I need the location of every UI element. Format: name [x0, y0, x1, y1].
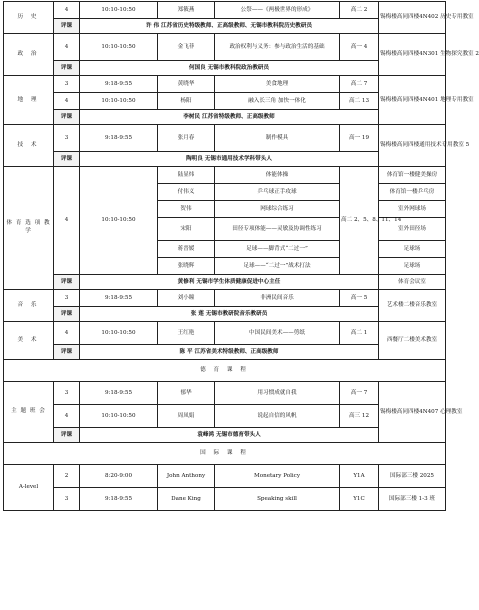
history-row — [4, 2, 446, 19]
international-section-row — [4, 443, 446, 465]
time-cell: 10:10-10:50 — [80, 34, 158, 61]
room-cell: 锡梅楼高同四楼4N402 历史专用教室 — [379, 2, 446, 34]
teacher-cell: 宋阳 — [158, 218, 215, 241]
geography-row — [4, 76, 446, 93]
time-cell: 10:10-10:50 — [80, 405, 158, 428]
class-cell: 高一 7 — [340, 382, 379, 405]
evaluator-cell: 何国良 无锡市教科院政治教研员 — [80, 61, 379, 76]
topic-cell: 足球——脚背式“二过一” — [215, 241, 340, 258]
topic-cell: 足球——“二过一”战术打法 — [215, 258, 340, 275]
art-row — [4, 322, 446, 345]
topic-cell: 政治权利与义务：参与政治生活的基础 — [215, 34, 340, 61]
music-row — [4, 290, 446, 307]
teacher-cell: 杨阳 — [158, 93, 215, 110]
topic-cell: Speaking skill — [215, 488, 340, 511]
teacher-cell: Dane King — [158, 488, 215, 511]
evaluator-cell: 袁峰鸿 无锡市德育带头人 — [80, 428, 379, 443]
room-cell: 国际部三楼 1-3 班 — [379, 488, 446, 511]
eval-label: 评课 — [54, 110, 80, 125]
homeroom-row — [4, 382, 446, 405]
teacher-cell: 张晓辉 — [158, 258, 215, 275]
grade-cell: 4 — [54, 405, 80, 428]
teacher-cell: 陆显炜 — [158, 167, 215, 184]
subject-label: A-level — [4, 465, 54, 511]
room-cell: 体育馆一楼乒乓房 — [379, 184, 446, 201]
class-cell: Y1A — [340, 465, 379, 488]
teacher-cell: 金飞菲 — [158, 34, 215, 61]
eval-label: 评课 — [54, 345, 80, 360]
room-cell: 体育馆一楼健美操房 — [379, 167, 446, 184]
subject-label: 音 乐 — [4, 290, 54, 322]
room-cell: 室外网球场 — [379, 201, 446, 218]
room-cell: 艺术楼二楼音乐教室 — [379, 290, 446, 322]
eval-label: 评课 — [54, 152, 80, 167]
evaluator-cell: 黄修利 无锡市学生体质健康促进中心主任 — [80, 275, 379, 290]
eval-label: 评课 — [54, 275, 80, 290]
class-cell: 高一 4 — [340, 34, 379, 61]
teacher-cell: 张月春 — [158, 125, 215, 152]
grade-cell: 2 — [54, 465, 80, 488]
room-cell: 锡梅楼高同四楼4N401 地理专用教室 — [379, 76, 446, 125]
teacher-cell: 黄晓华 — [158, 76, 215, 93]
subject-label: 政 治 — [4, 34, 54, 76]
topic-cell: 体能体操 — [215, 167, 340, 184]
class-cell: 高二 2 — [340, 2, 379, 19]
topic-cell: 网球综合练习 — [215, 201, 340, 218]
evaluator-cell: 张 莲 无锡市教研院音乐教研员 — [80, 307, 379, 322]
moral-section-row — [4, 360, 446, 382]
class-cell: 高一 19 — [340, 125, 379, 152]
grade-cell: 3 — [54, 76, 80, 93]
alevel-row — [4, 488, 446, 511]
teacher-cell: 王红艳 — [158, 322, 215, 345]
time-cell: 10:10-10:50 — [80, 167, 158, 275]
teacher-cell: 郁华 — [158, 382, 215, 405]
room-cell: 锡梅楼高同四楼4N301 生物探究教室 2 — [379, 34, 446, 76]
section-title: 德 育 课 程 — [4, 360, 446, 382]
time-cell: 10:10-10:50 — [80, 93, 158, 110]
class-cell: 高二 2、5、8、11、14 — [340, 167, 379, 275]
alevel-row — [4, 465, 446, 488]
time-cell: 8:20-9:00 — [80, 465, 158, 488]
room-cell: 国际部三楼 2025 — [379, 465, 446, 488]
subject-label: 地 理 — [4, 76, 54, 125]
time-cell: 10:10-10:50 — [80, 2, 158, 19]
technology-row — [4, 125, 446, 152]
subject-label: 美 术 — [4, 322, 54, 360]
room-cell: 室外田径场 — [379, 218, 446, 241]
evaluator-cell: 李树民 江苏省特级教师、正高级教师 — [80, 110, 379, 125]
room-cell: 体育会议室 — [379, 275, 446, 290]
time-cell: 10:10-10:50 — [80, 322, 158, 345]
room-cell: 足球场 — [379, 258, 446, 275]
teacher-cell: 付伟义 — [158, 184, 215, 201]
section-title: 国 际 课 程 — [4, 443, 446, 465]
time-cell: 9:18-9:55 — [80, 488, 158, 511]
room-cell: 西餐厅二楼美术教室 — [379, 322, 446, 360]
topic-cell: 融入长三角 加快一体化 — [215, 93, 340, 110]
teacher-cell: 刘小瞳 — [158, 290, 215, 307]
teacher-cell: 周凤娟 — [158, 405, 215, 428]
topic-cell: 美食地理 — [215, 76, 340, 93]
class-cell: Y1C — [340, 488, 379, 511]
grade-cell: 4 — [54, 2, 80, 19]
eval-label: 评课 — [54, 428, 80, 443]
topic-cell: 田径专项体能——灵敏及协调性练习 — [215, 218, 340, 241]
time-cell: 9:18-9:55 — [80, 125, 158, 152]
politics-row — [4, 34, 446, 61]
evaluator-cell: 陶明良 无锡市通用技术学科带头人 — [80, 152, 379, 167]
eval-label: 评课 — [54, 61, 80, 76]
eval-label: 评课 — [54, 19, 80, 34]
teacher-cell: 贺伟 — [158, 201, 215, 218]
topic-cell: 公祭——《两极世界的形成》 — [215, 2, 340, 19]
class-cell: 高三 12 — [340, 405, 379, 428]
pe-eval-row — [4, 275, 446, 290]
eval-label: 评课 — [54, 307, 80, 322]
subject-label: 技 术 — [4, 125, 54, 167]
class-cell: 高二 7 — [340, 76, 379, 93]
grade-cell: 4 — [54, 34, 80, 61]
class-cell: 高二 13 — [340, 93, 379, 110]
room-cell: 锡梅楼高同四楼4N407 心理教室 — [379, 382, 446, 443]
grade-cell: 3 — [54, 290, 80, 307]
topic-cell: 说起自信的风帆 — [215, 405, 340, 428]
subject-label: 主 题 班 会 — [4, 382, 54, 443]
schedule-table — [3, 1, 479, 511]
topic-cell: 非洲民间音乐 — [215, 290, 340, 307]
evaluator-cell: 陈 平 江苏省美术特级教师、正高级教师 — [80, 345, 379, 360]
time-cell: 9:18-9:55 — [80, 76, 158, 93]
room-cell: 足球场 — [379, 241, 446, 258]
topic-cell: 乒乓球正手攻球 — [215, 184, 340, 201]
grade-cell: 4 — [54, 322, 80, 345]
time-cell: 9:18-9:55 — [80, 382, 158, 405]
topic-cell: Monetary Policy — [215, 465, 340, 488]
subject-label: 体 育 选 项 教 学 — [4, 167, 54, 290]
grade-cell: 3 — [54, 382, 80, 405]
teacher-cell: John Anthony — [158, 465, 215, 488]
class-cell: 高一 5 — [340, 290, 379, 307]
pe-row — [4, 167, 446, 184]
topic-cell: 用习惯成就自我 — [215, 382, 340, 405]
topic-cell: 中国民间美术——剪纸 — [215, 322, 340, 345]
teacher-cell: 郑筱燕 — [158, 2, 215, 19]
room-cell: 锡梅楼高同四楼通用技术专用教室 5 — [379, 125, 446, 167]
grade-cell: 3 — [54, 125, 80, 152]
grade-cell: 3 — [54, 488, 80, 511]
evaluator-cell: 许 伟 江苏省历史特级教师、正高级教师、无锡市教科院历史教研员 — [80, 19, 379, 34]
topic-cell: 制作模具 — [215, 125, 340, 152]
schedule-page — [3, 1, 479, 511]
grade-cell: 4 — [54, 167, 80, 275]
teacher-cell: 蒋晋媛 — [158, 241, 215, 258]
class-cell: 高二 1 — [340, 322, 379, 345]
time-cell: 9:18-9:55 — [80, 290, 158, 307]
subject-label: 历 史 — [4, 2, 54, 34]
grade-cell: 4 — [54, 93, 80, 110]
